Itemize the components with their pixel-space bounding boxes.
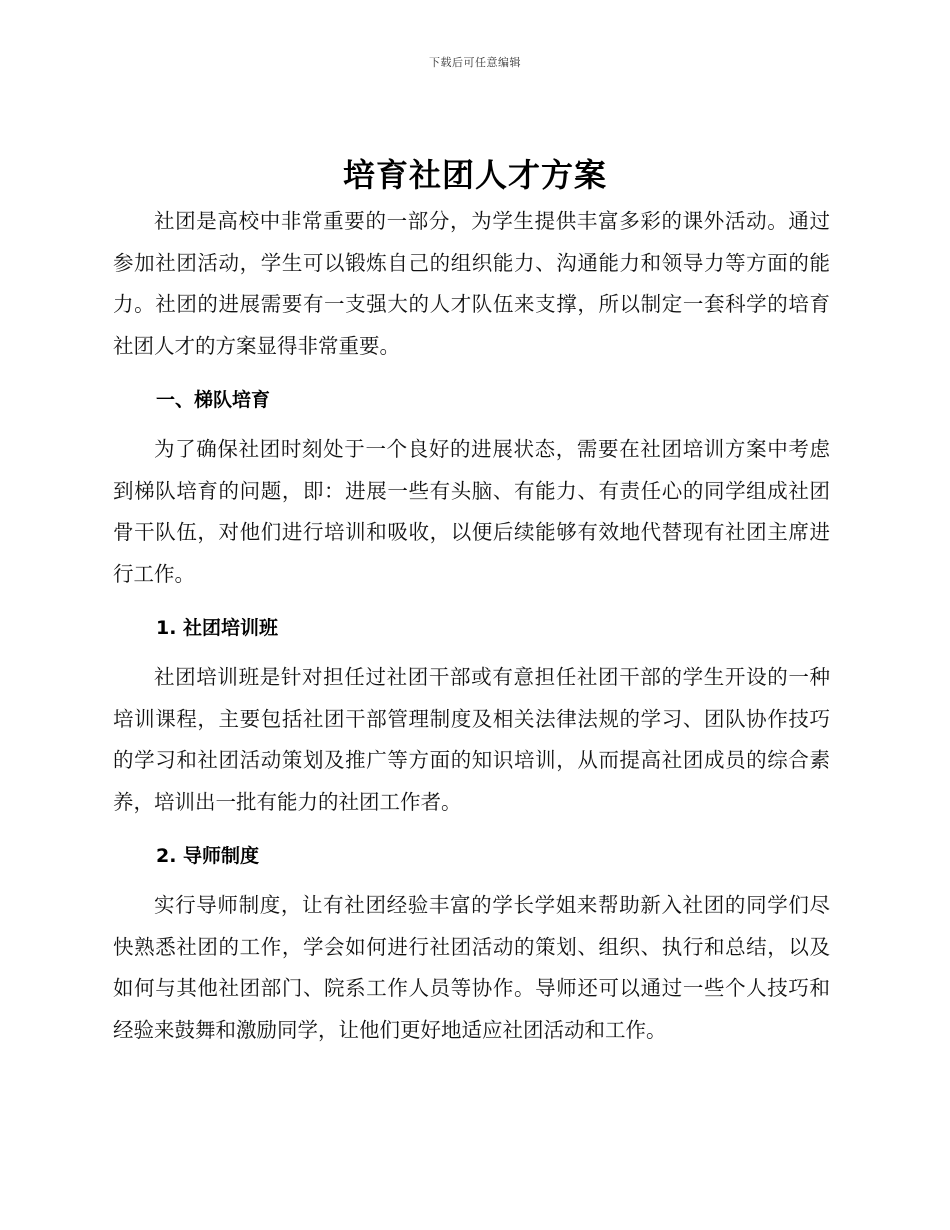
page-header-note: 下载后可任意编辑 bbox=[429, 56, 521, 69]
subsection-heading-training-class: 1. 社团培训班 bbox=[156, 617, 279, 639]
subsection-paragraph-mentor-system: 实行导师制度，让有社团经验丰富的学长学姐来帮助新入社团的同学们尽快熟悉社团的工作，学会如何进行社团活动的策划、组织、执行和总结，以及如何与其他社团部门、院系工作人员等协作。导师还可以通过一些个人技巧和经验来鼓舞和激励同学，让他们更好地适应社团活动和工作。 bbox=[113, 893, 830, 1042]
subsection-heading-mentor-system: 2. 导师制度 bbox=[156, 845, 260, 867]
intro-paragraph: 社团是高校中非常重要的一部分，为学生提供丰富多彩的课外活动。通过参加社团活动，学生可以锻炼自己的组织能力、沟通能力和领导力等方面的能力。社团的进展需要有一支强大的人才队伍来支撑，所以制定一套科学的培育社团人才的方案显得非常重要。 bbox=[113, 209, 830, 358]
document-body bbox=[113, 201, 830, 1051]
subsection-paragraph-training-class: 社团培训班是针对担任过社团干部或有意担任社团干部的学生开设的一种培训课程，主要包括社团干部管理制度及相关法律法规的学习、团队协作技巧的学习和社团活动策划及推广等方面的知识培训，从而提高社团成员的综合素养，培训出一批有能力的社团工作者。 bbox=[113, 665, 830, 814]
section-heading-ladder-training: 一、梯队培育 bbox=[156, 389, 271, 411]
section-paragraph-ladder-training: 为了确保社团时刻处于一个良好的进展状态，需要在社团培训方案中考虑到梯队培育的问题，即：进展一些有头脑、有能力、有责任心的同学组成社团骨干队伍，对他们进行培训和吸收，以便后续能够有效地代替现有社团主席进行工作。 bbox=[113, 437, 830, 586]
document-title: 培育社团人才方案 bbox=[342, 156, 607, 194]
